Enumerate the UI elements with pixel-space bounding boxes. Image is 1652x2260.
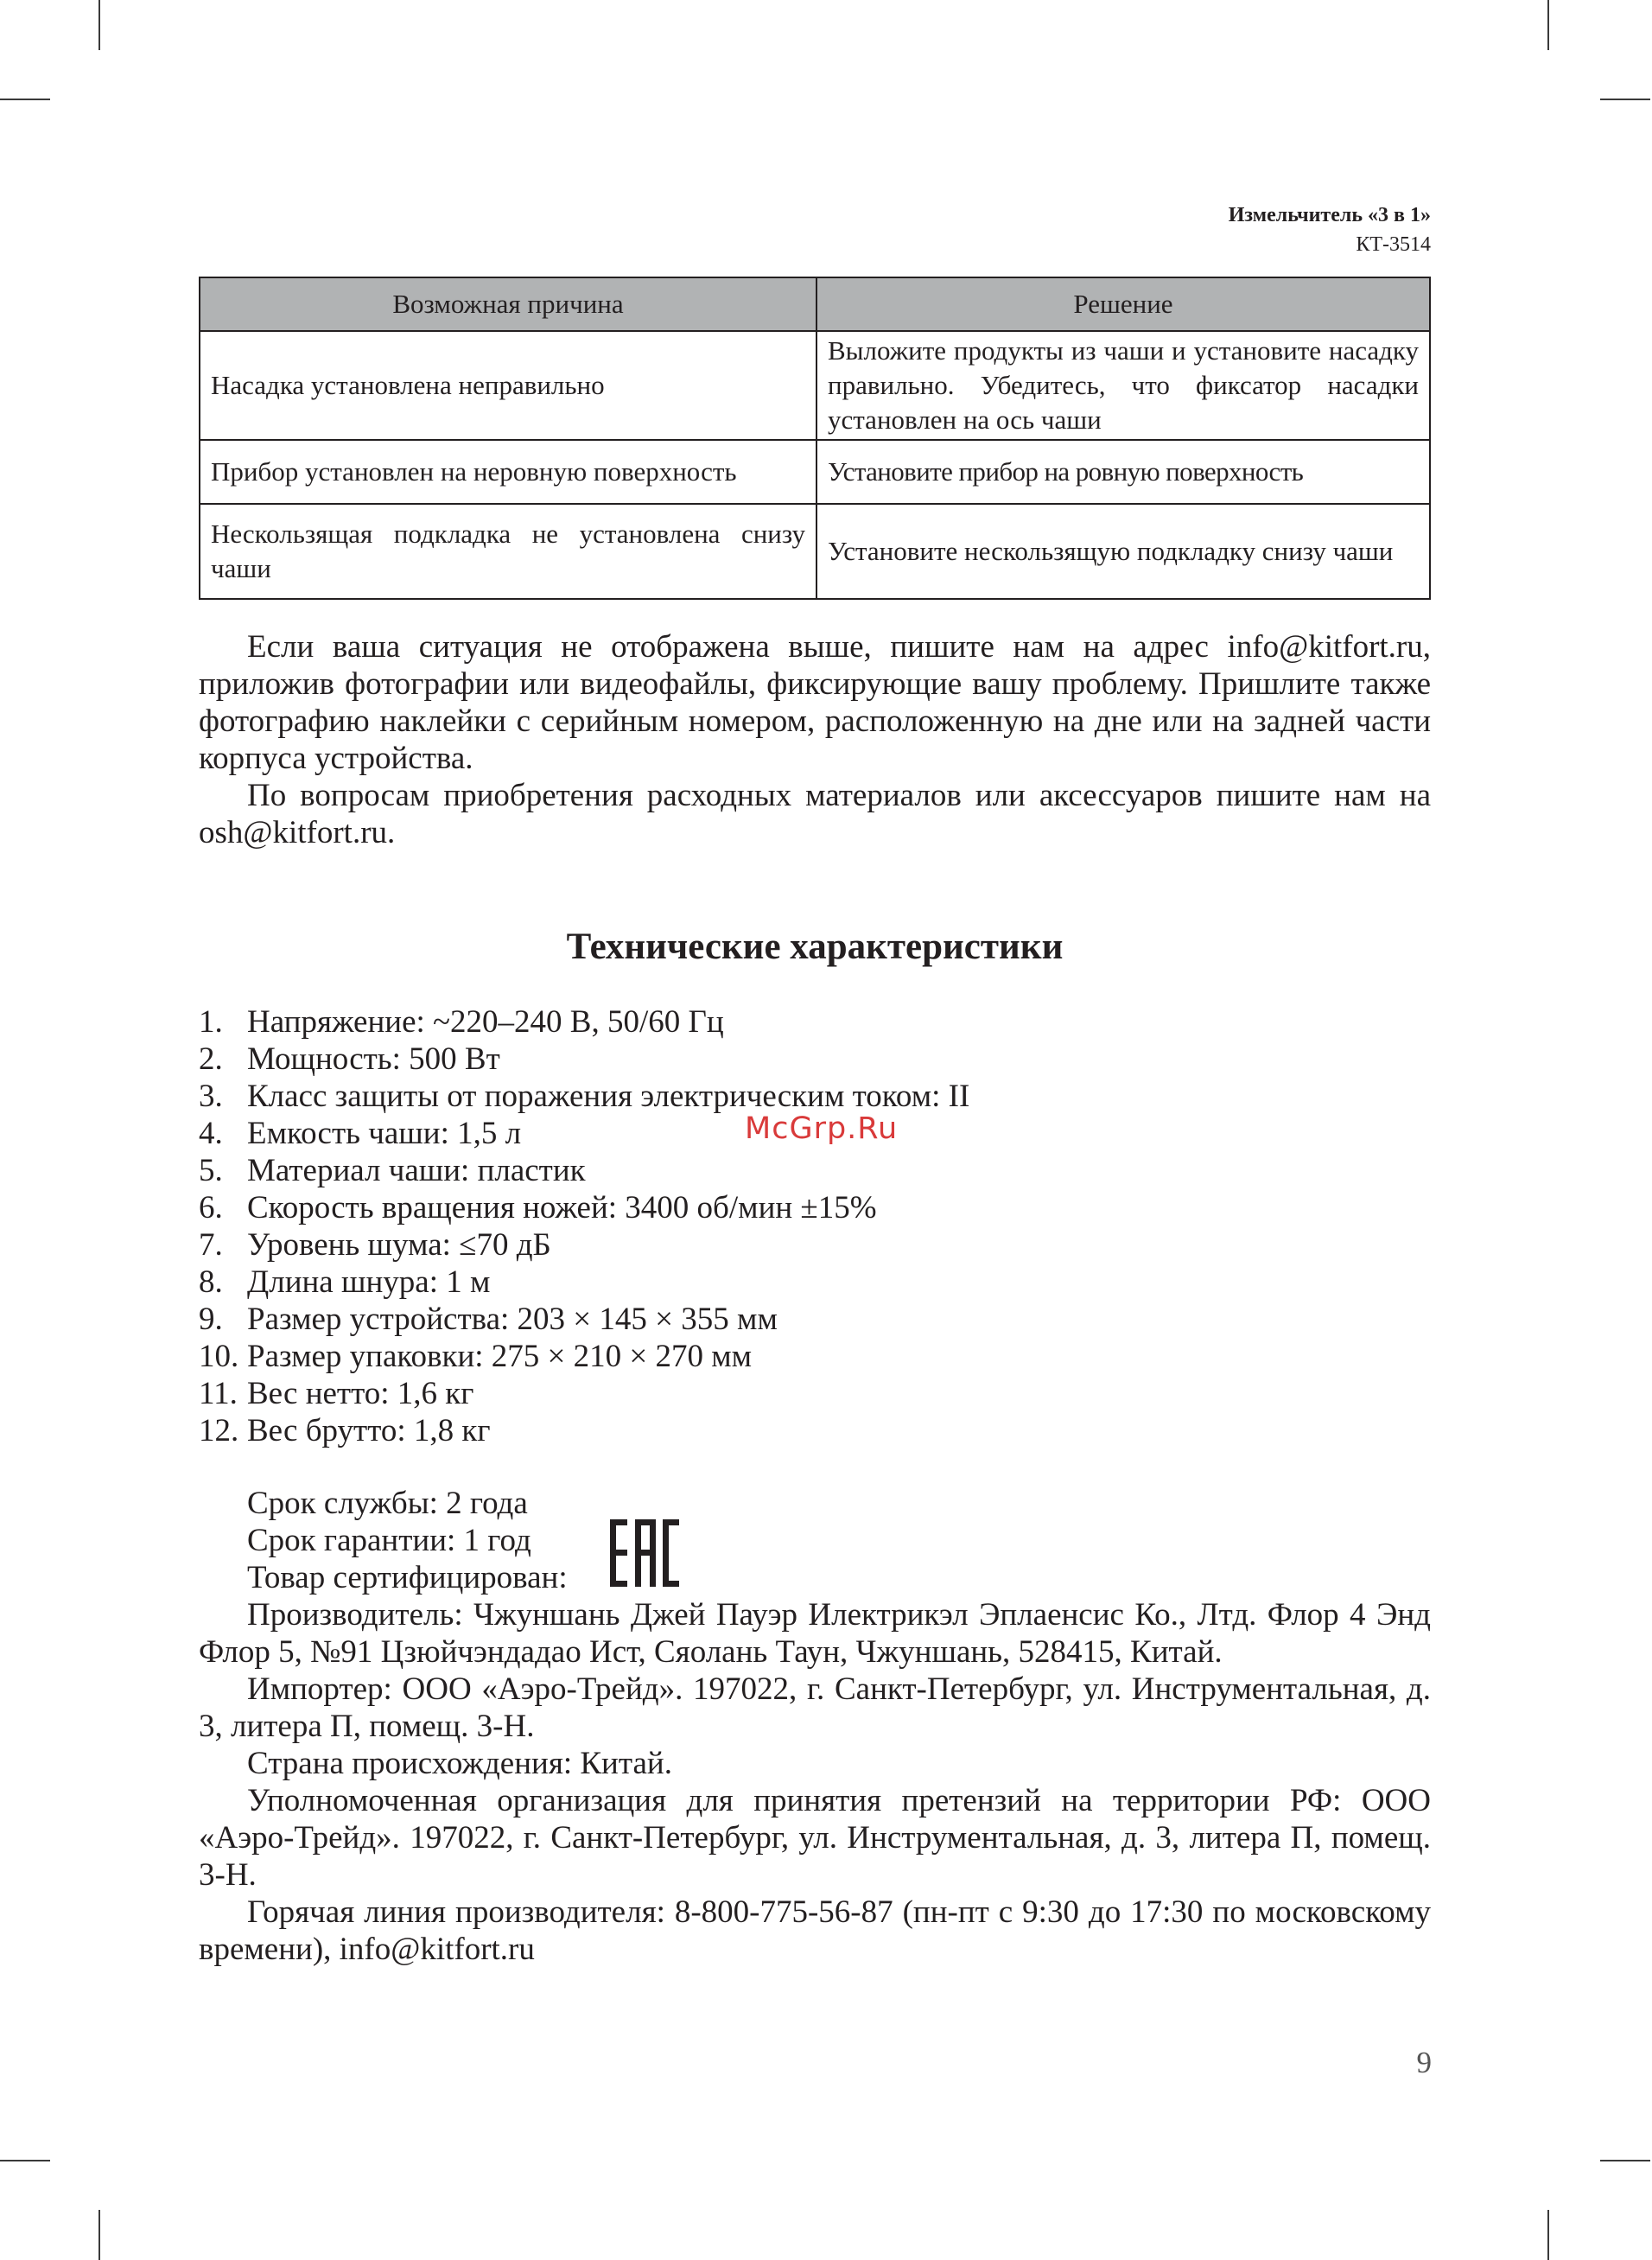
list-item xyxy=(199,1226,969,1264)
accessories-paragraph: По вопросам приобретения расходных материалов или аксессуаров пишите нам на osh@kitfort.ru. xyxy=(199,778,1431,850)
manufacturer: Производитель: Чжуншань Джей Пауэр Илектрикэл Эплаенсис Ко., Лтд. Флор 4 Энд Флор 5, №91 Цзюйчэндадао Ист, Сяолань Таун, Чжуншань, 528415, Китай. xyxy=(199,1597,1431,1670)
country-of-origin: Страна происхождения: Китай. xyxy=(247,1746,672,1781)
solution-cell: Выложите продукты из чаши и установите насадку правильно. Убедитесь, что фиксатор насадки установлен на ось чаши xyxy=(816,331,1430,440)
cause-cell: Насадка установлена неправильно xyxy=(200,331,816,440)
item-text: Напряжение: ~220–240 В, 50/60 Гц xyxy=(247,1004,724,1040)
solution-cell: Установите прибор на ровную поверхность xyxy=(816,440,1430,504)
product-model: КТ-3514 xyxy=(1356,233,1431,256)
item-number: 7. xyxy=(199,1227,223,1263)
contact-paragraph: Если ваша ситуация не отображена выше, пишите нам на адрес info@kitfort.ru, приложив фотографии или видеофайлы, фиксирующие вашу проблему. Пришлите также фотографию наклейки с серийным номером, расположенную на дне или на задней части корпуса устройства. xyxy=(199,629,1431,776)
item-text: Размер устройства: 203 × 145 × 355 мм xyxy=(247,1302,778,1337)
crop-mark xyxy=(0,2160,50,2161)
item-text: Материал чаши: пластик xyxy=(247,1153,586,1188)
list-item xyxy=(199,1078,969,1115)
item-text: Вес брутто: 1,8 кг xyxy=(247,1413,491,1448)
item-text: Уровень шума: ≤70 дБ xyxy=(247,1227,551,1263)
product-title: Измельчитель «3 в 1» xyxy=(1228,204,1431,226)
certified: Товар сертифицирован: xyxy=(247,1560,568,1595)
importer: Импортер: ООО «Аэро-Трейд». 197022, г. Санкт-Петербург, ул. Инструментальная, д. 3, литера П, помещ. 3-Н. xyxy=(199,1671,1431,1744)
column-header-solution: Решение xyxy=(816,277,1430,331)
item-number: 3. xyxy=(199,1079,223,1114)
table-row xyxy=(200,331,1430,440)
crop-mark xyxy=(1547,0,1549,50)
item-number: 5. xyxy=(199,1153,223,1188)
list-item xyxy=(199,1338,969,1375)
page-number: 9 xyxy=(1416,2046,1432,2079)
item-number: 11. xyxy=(199,1376,238,1411)
contact-text xyxy=(199,628,1431,851)
item-number: 4. xyxy=(199,1116,223,1151)
cause-cell: Нескользящая подкладка не установлена снизу чаши xyxy=(200,504,816,599)
item-text: Емкость чаши: 1,5 л xyxy=(247,1116,522,1151)
troubleshooting-table xyxy=(199,277,1431,600)
running-header xyxy=(1229,201,1431,259)
product-info xyxy=(199,1485,1431,1968)
item-text: Мощность: 500 Вт xyxy=(247,1041,500,1077)
item-number: 9. xyxy=(199,1302,223,1337)
warranty: Срок гарантии: 1 год xyxy=(247,1523,531,1558)
watermark-text: McGrp.Ru xyxy=(745,1111,899,1146)
item-text: Скорость вращения ножей: 3400 об/мин ±15% xyxy=(247,1190,877,1225)
item-number: 6. xyxy=(199,1190,223,1225)
crop-mark xyxy=(98,0,100,50)
specs-list xyxy=(199,1003,969,1449)
crop-mark xyxy=(1600,99,1650,100)
crop-mark xyxy=(1600,2160,1650,2161)
hotline: Горячая линия производителя: 8-800-775-56-87 (пн-пт с 9:30 до 17:30 по московскому времени), info@kitfort.ru xyxy=(199,1894,1431,1967)
service-life: Срок службы: 2 года xyxy=(247,1486,528,1521)
eac-certification-icon xyxy=(610,1519,679,1587)
section-title: Технические характеристики xyxy=(566,926,1064,967)
list-item xyxy=(199,1301,969,1338)
table-row xyxy=(200,504,1430,599)
table-row xyxy=(200,440,1430,504)
list-item xyxy=(199,1375,969,1412)
list-item xyxy=(199,1412,969,1449)
column-header-cause: Возможная причина xyxy=(200,277,816,331)
list-item xyxy=(199,1189,969,1226)
item-number: 1. xyxy=(199,1004,223,1040)
item-number: 2. xyxy=(199,1041,223,1077)
item-number: 8. xyxy=(199,1264,223,1300)
cause-cell: Прибор установлен на неровную поверхность xyxy=(200,440,816,504)
item-text: Класс защиты от поражения электрическим током: II xyxy=(247,1079,970,1114)
crop-mark xyxy=(98,2210,100,2260)
authorized-organization: Уполномоченная организация для принятия претензий на территории РФ: ООО «Аэро-Трейд». 197022, г. Санкт-Петербург, ул. Инструментальная, д. 3, литера П, помещ. 3-Н. xyxy=(199,1783,1431,1893)
solution-cell: Установите нескользящую подкладку снизу чаши xyxy=(816,504,1430,599)
list-item xyxy=(199,1003,969,1041)
item-number: 12. xyxy=(199,1413,239,1448)
item-text: Размер упаковки: 275 × 210 × 270 мм xyxy=(247,1339,753,1374)
list-item xyxy=(199,1264,969,1301)
item-number: 10. xyxy=(199,1339,239,1374)
item-text: Вес нетто: 1,6 кг xyxy=(247,1376,474,1411)
list-item xyxy=(199,1041,969,1078)
item-text: Длина шнура: 1 м xyxy=(247,1264,491,1300)
list-item xyxy=(199,1152,969,1189)
crop-mark xyxy=(0,99,50,100)
crop-mark xyxy=(1547,2210,1549,2260)
